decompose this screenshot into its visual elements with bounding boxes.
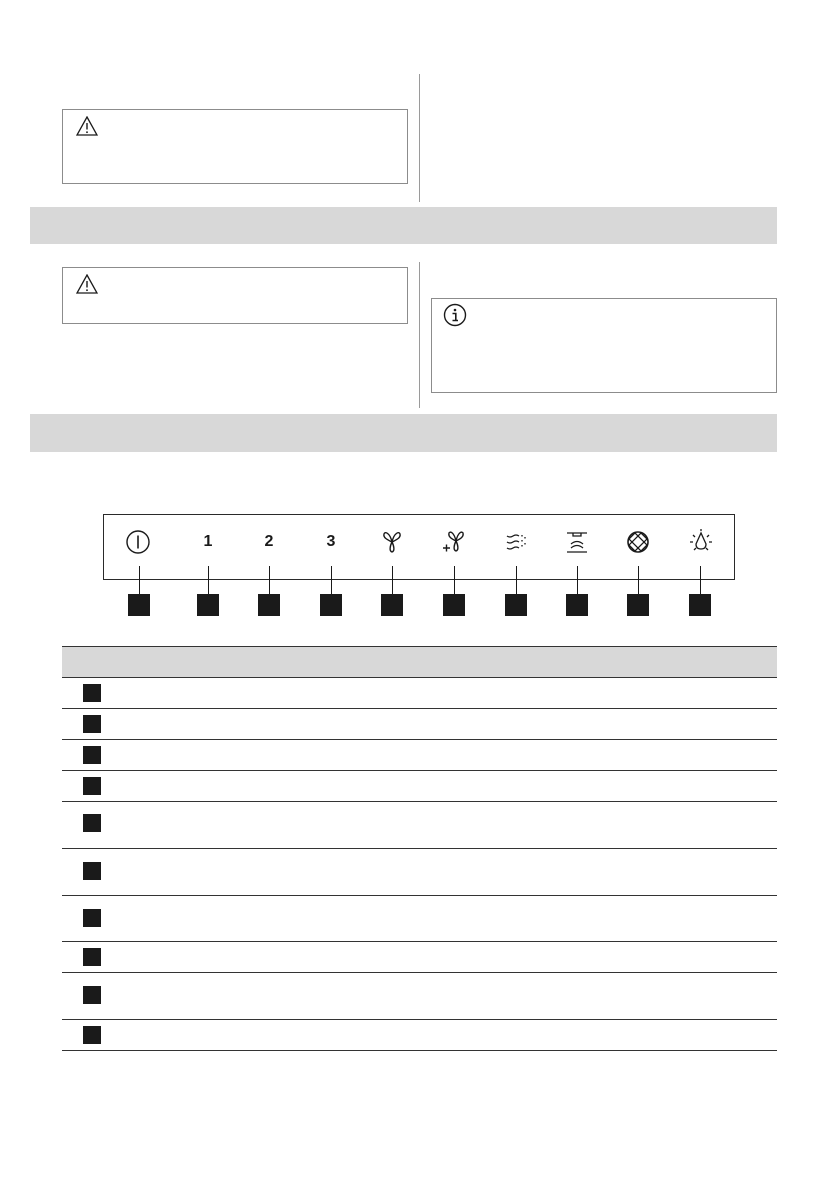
- table-row: [62, 678, 777, 709]
- table-row: [62, 942, 777, 973]
- leader-line: [700, 566, 701, 594]
- filter-grid-icon: [622, 528, 654, 556]
- callout-marker: [197, 594, 219, 616]
- warning-box-2: [62, 267, 408, 324]
- callout-marker: [689, 594, 711, 616]
- callout-marker: [128, 594, 150, 616]
- table-row: [62, 802, 777, 849]
- table-row: [62, 849, 777, 896]
- leader-line: [454, 566, 455, 594]
- power-icon: [122, 528, 154, 556]
- info-box: [431, 298, 777, 393]
- warning-triangle-icon: [76, 274, 98, 294]
- table-row: [62, 771, 777, 802]
- row-callout-marker: [83, 814, 101, 832]
- light-icon: [685, 528, 717, 556]
- column-divider-top: [419, 74, 420, 202]
- table-row: [62, 709, 777, 740]
- row-callout-marker: [83, 1026, 101, 1044]
- table-row: [62, 1020, 777, 1051]
- speed-1-label: 1: [203, 533, 213, 550]
- section-header-band-2: [30, 414, 777, 452]
- row-callout-marker: [83, 909, 101, 927]
- row-callout-marker: [83, 746, 101, 764]
- info-icon: [443, 303, 467, 327]
- leader-line: [392, 566, 393, 594]
- callout-marker: [258, 594, 280, 616]
- column-divider-middle: [419, 262, 420, 408]
- odour-wave-icon: [500, 528, 532, 556]
- row-callout-marker: [83, 715, 101, 733]
- row-callout-marker: [83, 777, 101, 795]
- fan-boost-icon: [438, 528, 470, 556]
- leader-line: [331, 566, 332, 594]
- row-callout-marker: [83, 986, 101, 1004]
- table-row: [62, 973, 777, 1020]
- warning-triangle-icon: [76, 116, 98, 136]
- fan-icon: [376, 528, 408, 556]
- leader-line: [139, 566, 140, 594]
- table-row: [62, 896, 777, 942]
- speed-3-label: 3: [326, 533, 336, 550]
- callout-marker: [320, 594, 342, 616]
- table-row: [62, 740, 777, 771]
- hob-to-hood-icon: [561, 528, 593, 556]
- callout-marker: [381, 594, 403, 616]
- leader-line: [269, 566, 270, 594]
- leader-line: [516, 566, 517, 594]
- row-callout-marker: [83, 862, 101, 880]
- callout-marker: [566, 594, 588, 616]
- leader-line: [577, 566, 578, 594]
- callout-marker: [443, 594, 465, 616]
- callout-marker: [505, 594, 527, 616]
- speed-2-label: 2: [264, 533, 274, 550]
- leader-line: [638, 566, 639, 594]
- leader-line: [208, 566, 209, 594]
- row-callout-marker: [83, 684, 101, 702]
- section-header-band-1: [30, 207, 777, 244]
- warning-box-1: [62, 109, 408, 184]
- callout-marker: [627, 594, 649, 616]
- row-callout-marker: [83, 948, 101, 966]
- table-header: [62, 646, 777, 678]
